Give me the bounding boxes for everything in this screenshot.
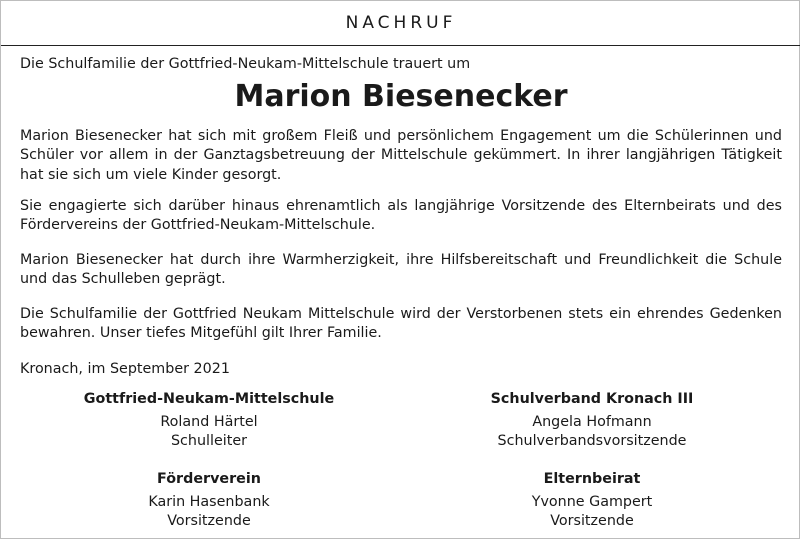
signatory-org: Gottfried-Neukam-Mittelschule [83, 391, 335, 407]
signatory-org: Förderverein [157, 471, 261, 487]
place-date: Kronach, im September 2021 [20, 361, 230, 377]
paragraph-4: Die Schulfamilie der Gottfried Neukam Mittelschule wird der Verstorbenen stets ein ehrendes Gedenken bewahren. Unser tiefes Mitgefühl gilt Ihrer Familie. [20, 306, 782, 342]
paragraph-1: Marion Biesenecker hat sich mit großem Fleiß und persönlichem Engagement um die Schülerinnen und Schüler vor allem in der Ganztagsbetreuung der Mittelschule gekümmert. In ihrer langjährigen Tätigkeit hat sie sich um viele Kinder gesorgt. [20, 128, 782, 183]
signatory-role: Schulverbandsvorsitzende [497, 433, 687, 449]
signatory-parents-council [442, 470, 742, 531]
signatory-school [59, 390, 359, 451]
signatory-role: Vorsitzende [550, 513, 634, 529]
notice-heading: NACHRUF [345, 13, 457, 33]
signatory-person: Angela Hofmann [532, 414, 652, 430]
signatory-school-association [442, 390, 742, 451]
signatory-role: Vorsitzende [167, 513, 251, 529]
heading-divider [1, 45, 800, 46]
signatory-person: Roland Härtel [160, 414, 258, 430]
signatory-person: Yvonne Gampert [531, 494, 653, 510]
deceased-name: Marion Biesenecker [234, 79, 568, 114]
intro-text: Die Schulfamilie der Gottfried-Neukam-Mittelschule trauert um [20, 56, 471, 72]
signatory-role: Schulleiter [170, 433, 248, 449]
signatory-org: Schulverband Kronach III [490, 391, 694, 407]
signatory-org: Elternbeirat [543, 471, 641, 487]
paragraph-3: Marion Biesenecker hat durch ihre Warmherzigkeit, ihre Hilfsbereitschaft und Freundlichkeit die Schule und das Schulleben geprägt. [20, 252, 782, 288]
signatory-support-association [59, 470, 359, 531]
signatory-person: Karin Hasenbank [148, 494, 270, 510]
paragraph-2: Sie engagierte sich darüber hinaus ehrenamtlich als langjährige Vorsitzende des Elternbeirats und des Fördervereins der Gottfried-Neukam-Mittelschule. [20, 198, 782, 234]
